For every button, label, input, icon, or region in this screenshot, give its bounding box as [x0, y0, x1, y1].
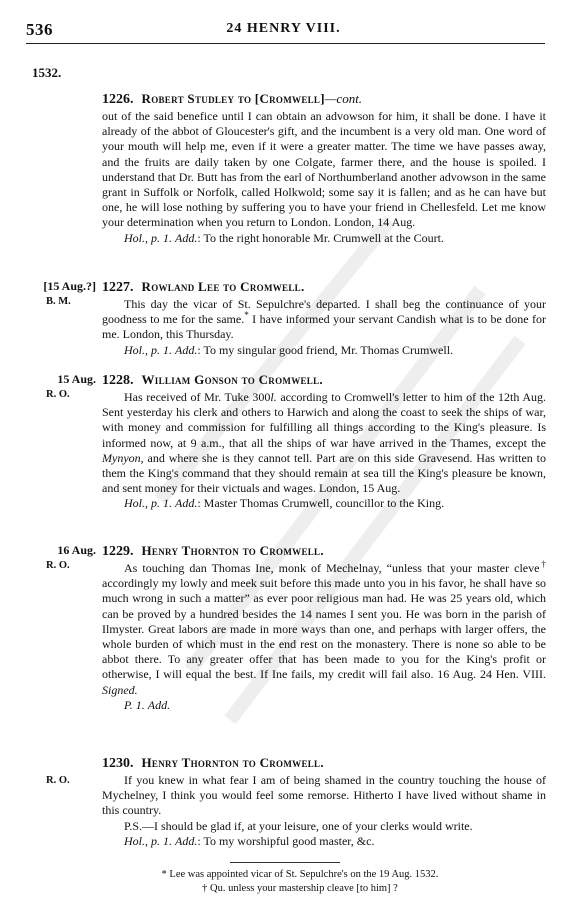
entry-parties: Henry Thornton to Cromwell.: [141, 543, 324, 558]
year-marker: 1532.: [32, 65, 62, 80]
entry-margin: [0, 543, 98, 573]
entry-date: 15 Aug.: [57, 372, 96, 386]
entry-heading: [102, 543, 324, 560]
entry-date: 16 Aug.: [57, 543, 96, 557]
entry-body: [102, 773, 546, 849]
entry-heading: [102, 91, 362, 108]
entry-margin: [0, 773, 98, 788]
entry-note: Hol., p. 1. Add.: To the right honorable Mr. Crumwell at the Court.: [124, 230, 444, 245]
entry-text: out of the said benefice until I can obtain an advowson for him, it shall be done. I have it already of the abbot of Gloucester's gift, and the incumbent is a very old man. One word of your mouth will help me, even if it were a greater matter. The time we have passes away, and the fruits are daily taken by one Colgate, farmer there, and the house is spoiled. I understand that Dr. Butt has from the earl of Northumberland another advowson in the same grant in Suffolk or Norfolk, called Holkwold; some say it is fallen; and as he can have but one, he will lose nothing by suffering you to have your friend in Chellesfeld. Let me know your determination when you return to London. London, 14 Aug.: [102, 109, 546, 230]
entry-heading: [102, 279, 305, 296]
entry-note: Hol., p. 1. Add.: To my worshipful good master, &c.: [124, 833, 375, 848]
entry-continued: —cont.: [324, 91, 363, 106]
entry-number: 1226.: [102, 92, 134, 107]
entry-text: This day the vicar of St. Sepulchre's departed. I shall beg the continuance of your goodness to me for the same.* I have informed your servant Candish what is to be done for me. London, this Thursday.: [102, 297, 546, 342]
entry-heading: [102, 372, 323, 389]
entry-source: R. O.: [46, 775, 70, 786]
entry-body: [102, 297, 546, 358]
entry-number: 1227.: [102, 280, 134, 295]
footnote: * Lee was appointed vicar of St. Sepulchre's on the 19 Aug. 1532.: [161, 869, 439, 880]
footnote-mark: †: [539, 559, 546, 569]
entry-parties: William Gonson to Cromwell.: [141, 372, 323, 387]
entry-date: [15 Aug.?]: [43, 279, 96, 293]
footnote-rule: [230, 862, 340, 863]
entry-body: [102, 109, 546, 246]
footnote: † Qu. unless your mastership cleave [to him] ?: [202, 883, 398, 894]
entry-parties: Henry Thornton to Cromwell.: [141, 755, 324, 770]
entry-note: Hol., p. 1. Add.: Master Thomas Crumwell, councillor to the King.: [124, 496, 445, 511]
entry-note: Hol., p. 1. Add.: To my singular good friend, Mr. Thomas Crumwell.: [124, 342, 454, 357]
footnotes: [60, 868, 540, 896]
header-rule: [26, 43, 545, 44]
footnote-mark: *: [244, 310, 249, 321]
signed-note: Signed.: [102, 682, 138, 697]
entry-text: As touching dan Thomas Ine, monk of Mechelnay, “unless that your master cleve† accordingly my lowly and meek suit before this made unto you in his favor, he shall have so much wrong in such a matter” as ever poor religious man had. He was 25 years old, which can be proved by a hundred besides the 14 names I sent you. He was born in the parish of Ilmyster. Great labors are made in more ways than one, and perhaps with larger offers, the whole burden of which must in the end rest on the monastery. There is none so able to be abbot there. To any greater offer that has been made to you for the King's profit or otherwise, I will equal the best. If Ine fails, my credit will fail also. 16 Aug. 24 Hen. VIII. Signed.: [102, 559, 546, 697]
entry-text: If you knew in what fear I am of being shamed in the country touching the house of Mychelney, I think you would feel some remorse. Hitherto I have lived without shame in this country.: [102, 773, 546, 818]
entry-number: 1230.: [102, 756, 134, 771]
entry-text: Has received of Mr. Tuke 300l. according to Cromwell's letter to him of the 12th Aug. Sent yesterday his clerk and others to Harwich and along the coast to seek the ships of war, with money and commission for fulfilling all things according to the King's pleasure. Is informed now, at 9 a.m., that all the ships of war have arrived in the Thames, except the Mynyon, and where she is they cannot tell. Part are on this side Gravesend. Has written to them the King's command that they should remain at sea till the King's pleasure be known, and sent money for their victuals and wages. London, 15 Aug.: [102, 390, 546, 496]
entry-postscript: P.S.—I should be glad if, at your leisure, one of your clerks would write.: [124, 818, 473, 833]
entry-source: R. O.: [46, 389, 70, 400]
entry-source: R. O.: [46, 560, 70, 571]
entry-body: [102, 561, 546, 713]
entry-margin: [0, 372, 98, 402]
entry-number: 1228.: [102, 373, 134, 388]
page-number: 536: [26, 20, 53, 39]
entry-margin: [0, 279, 98, 309]
entry-body: [102, 390, 546, 512]
entry-parties: Rowland Lee to Cromwell.: [141, 279, 305, 294]
entry-note: P. 1. Add.: [124, 697, 171, 712]
running-title: 24 HENRY VIII.: [226, 21, 341, 36]
entry-heading: [102, 755, 324, 772]
entry-number: 1229.: [102, 544, 134, 559]
ship-name: Mynyon,: [102, 450, 144, 465]
entry-parties: Robert Studley to [Cromwell]: [141, 91, 325, 106]
entry-source: B. M.: [46, 296, 71, 307]
